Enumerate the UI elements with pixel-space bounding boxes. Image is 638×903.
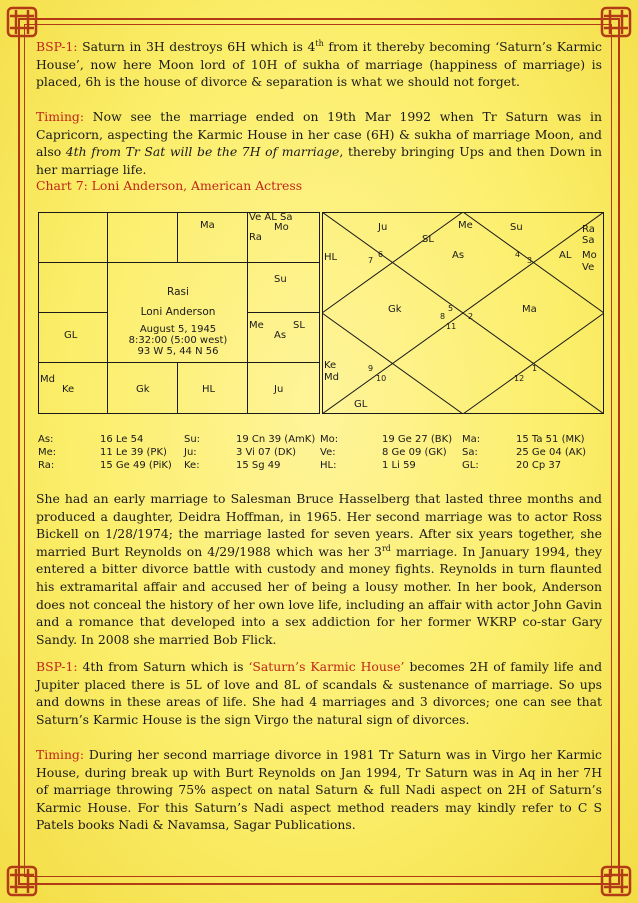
rasi-ke: Ke	[62, 384, 75, 395]
table-planet-value: 16 Le 54	[100, 434, 144, 445]
chart-area	[38, 212, 604, 476]
para1-text-b: from it thereby becoming ‘Saturn’s Karmic House’, now here Moon lord of 10H of sukha of marriage (happiness of marriage) is placed, 6h is the house of divorce & separation is what we should not forget.	[36, 39, 602, 90]
endless-knot-icon-top-right	[598, 4, 634, 40]
nav-house-6: 6	[378, 250, 384, 259]
table-planet-label: Su:	[184, 434, 201, 445]
nav-house-10: 10	[376, 374, 387, 383]
rasi-mo: Mo	[274, 222, 289, 233]
rasi-ju: Ju	[274, 384, 284, 395]
saturn-karmic-house-quote: ‘Saturn’s Karmic House’	[248, 659, 405, 674]
rasi-center-info	[108, 262, 248, 362]
table-planet-value: 15 Sg 49	[236, 460, 281, 471]
paragraph-text	[36, 108, 602, 178]
rasi-gl: GL	[64, 330, 78, 341]
endless-knot-icon-top-left	[4, 4, 40, 40]
table-planet-value: 19 Ge 27 (BK)	[382, 434, 453, 445]
endless-knot-icon-bottom-left	[4, 863, 40, 899]
nav-mo: Mo	[582, 250, 597, 261]
rasi-gk: Gk	[136, 384, 150, 395]
nav-house-7: 7	[368, 256, 374, 265]
rasi-title: Rasi	[167, 286, 189, 298]
table-planet-value: 25 Ge 04 (AK)	[516, 447, 587, 458]
rasi-house-7	[247, 362, 320, 414]
table-planet-value: 8 Ge 09 (GK)	[382, 447, 447, 458]
nav-su: Su	[510, 222, 523, 233]
table-row	[38, 434, 604, 447]
nav-ma: Ma	[522, 304, 537, 315]
table-planet-value: 15 Ta 51 (MK)	[516, 434, 585, 445]
para2-italic: 4th from Tr Sat will be the 7H of marriage	[65, 144, 340, 160]
table-row	[38, 460, 604, 473]
nav-ju: Ju	[378, 222, 388, 233]
nav-ra: Ra	[582, 224, 595, 235]
nav-ke: Ke	[324, 360, 337, 371]
rasi-birth-time: 8:32:00 (5:00 west)	[128, 335, 228, 346]
table-planet-label: As:	[38, 434, 54, 445]
nav-house-11: 11	[446, 322, 457, 331]
table-planet-label: GL:	[462, 460, 479, 471]
table-planet-value: 15 Ge 49 (PiK)	[100, 460, 172, 471]
nav-house-5: 5	[448, 304, 454, 313]
timing-label-2: Timing:	[36, 747, 85, 762]
rasi-ve-al-sa: Ve AL Sa	[249, 212, 293, 223]
para3-sup: rd	[381, 543, 391, 553]
para1-text-a: Saturn in 3H destroys 6H which is 4	[77, 39, 316, 54]
rasi-su: Su	[274, 274, 287, 285]
para4-text-b: becomes 2H of family life and Jupiter placed there is 5L of love and 8L of scandals & sustenance of marriage. So ups and downs in these areas of life. She had 4 marriages and 3 divorces; one can see that Saturn’s Karmic House is the sign Virgo the natural sign of divorces.	[36, 659, 602, 727]
para2-text-b: , thereby bringing Ups and then Down in her marriage life.	[36, 144, 602, 177]
table-planet-label: Ke:	[184, 460, 200, 471]
para4-text-a: 4th from Saturn which is	[77, 659, 249, 674]
rasi-sl: SL	[293, 320, 305, 331]
table-planet-value: 3 Vi 07 (DK)	[236, 447, 297, 458]
table-planet-value: 11 Le 39 (PK)	[100, 447, 167, 458]
nav-me: Me	[458, 220, 473, 231]
nav-house-12: 12	[514, 374, 525, 383]
bsp-label: BSP-1:	[36, 39, 78, 54]
para3-text-a: She had an early marriage to Salesman Bruce Hasselberg that lasted three months and produced a daughter, Deidra Hoffman, in 1965. Her second marriage was to actor Ross Bickell on 1/28/1974; the marriage lasted for seven years. After six years together, she married Burt Reynolds on 4/29/1988 which was her 3	[36, 491, 602, 559]
table-planet-label: Sa:	[462, 447, 478, 458]
paragraph-timing-marriage-end	[36, 108, 602, 178]
endless-knot-icon-bottom-right	[598, 863, 634, 899]
nav-as: As	[452, 250, 465, 261]
nav-house-1: 1	[532, 364, 538, 373]
para5-text: During her second marriage divorce in 1981 Tr Saturn was in Virgo her Karmic House, during break up with Burt Reynolds on Jan 1994, Tr Saturn was in Aq in her 7H of marriage throwing 75% aspect on natal Saturn & full Nadi aspect on 2H of Saturn’s Karmic House. For this Saturn’s Nadi aspect method readers may kindly refer to C S Patels books Nadi & Navamsa, Sagar Publications.	[36, 747, 602, 833]
table-planet-label: Me:	[38, 447, 57, 458]
timing-label: Timing:	[36, 109, 85, 124]
navamsa-chart	[322, 212, 604, 414]
rasi-as: As	[274, 330, 287, 341]
rasi-birth-place: 93 W 5, 44 N 56	[137, 346, 219, 357]
table-planet-label: Ve:	[320, 447, 336, 458]
navamsa-grid	[322, 212, 604, 414]
para1-sup: th	[315, 38, 324, 48]
paragraph-timing-divorce	[36, 746, 602, 834]
table-row	[38, 447, 604, 460]
planet-positions-table	[38, 434, 604, 473]
nav-al: AL	[559, 250, 572, 261]
chart-title: Chart 7: Loni Anderson, American Actress	[36, 178, 303, 193]
table-planet-label: Ra:	[38, 460, 55, 471]
rasi-birth-date: August 5, 1945	[139, 324, 217, 335]
rasi-person-name: Loni Anderson	[140, 306, 216, 318]
nav-gl: GL	[354, 399, 368, 410]
rasi-house-1	[38, 212, 108, 263]
paragraph-bsp-jupiter	[36, 658, 602, 728]
paragraph-bsp-saturn-karmic-house	[36, 38, 602, 91]
paragraph-text	[36, 658, 602, 728]
nav-house-9: 9	[368, 364, 374, 373]
rasi-md: Md	[40, 374, 55, 385]
nav-md: Md	[324, 372, 339, 383]
para3-text-b: marriage. In January 1994, they entered a bitter divorce battle with custody and money fights. Reynolds in turn flaunted his extramarital affair and accused her of being a lousy mother. In her book, Anderson does not conceal the history of her own love life, including an affair with actor John Gavin and a romance that developed into a sex addiction for her former WKRP co-star Gary Sandy. In 2008 she married Bob Flick.	[36, 543, 602, 647]
rasi-me: Me	[249, 320, 264, 331]
nav-sl: SL	[422, 234, 434, 245]
para2-text-a: Now see the marriage ended on 19th Mar 1992 when Tr Saturn was in Capricorn, aspecting the Karmic House in her case (6H) & sukha of marriage Moon, and also	[36, 109, 602, 160]
table-planet-value: 20 Cp 37	[516, 460, 562, 471]
rasi-ma: Ma	[200, 220, 215, 231]
nav-house-3: 3	[527, 256, 533, 265]
nav-house-2: 2	[468, 312, 474, 321]
table-planet-label: Ma:	[462, 434, 481, 445]
nav-sa: Sa	[582, 235, 595, 246]
table-planet-value: 1 Li 59	[382, 460, 416, 471]
bsp-label-2: BSP-1:	[36, 659, 78, 674]
rasi-house-2	[107, 212, 178, 263]
nav-gk: Gk	[388, 304, 402, 315]
paragraph-text	[36, 746, 602, 834]
paragraph-text	[36, 490, 602, 648]
rasi-house-5	[247, 262, 320, 313]
table-planet-label: Ju:	[184, 447, 197, 458]
table-planet-value: 19 Cn 39 (AmK)	[236, 434, 316, 445]
rasi-house-12	[38, 262, 108, 313]
nav-hl: HL	[324, 252, 338, 263]
paragraph-text	[36, 38, 602, 91]
rasi-hl: HL	[202, 384, 216, 395]
table-planet-label: Mo:	[320, 434, 339, 445]
nav-house-8: 8	[440, 312, 446, 321]
table-planet-label: HL:	[320, 460, 337, 471]
rasi-ra: Ra	[249, 232, 262, 243]
paragraph-marriage-history	[36, 490, 602, 648]
nav-house-4: 4	[515, 250, 521, 259]
nav-ve: Ve	[582, 262, 595, 273]
rasi-chart	[38, 212, 320, 414]
